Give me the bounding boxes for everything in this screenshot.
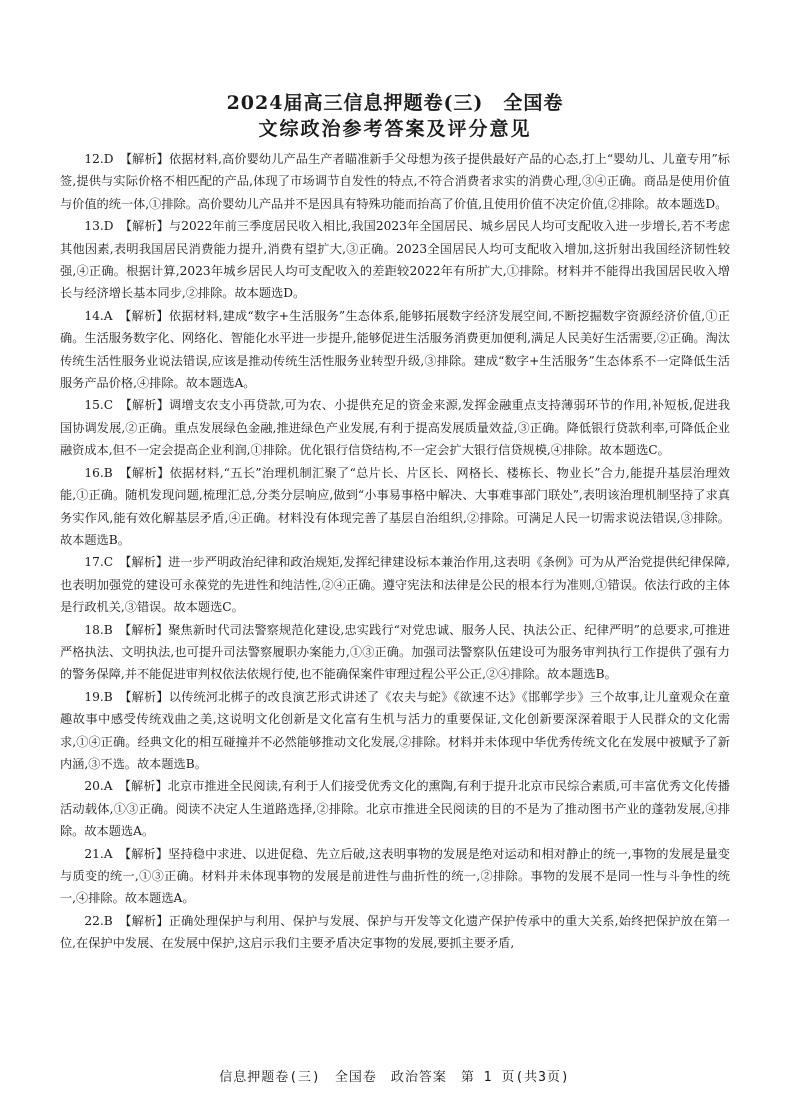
answer-head: 15.C 【解析】: [84, 398, 170, 413]
answer-item-21: [60, 843, 730, 910]
answer-item-12: [60, 148, 730, 215]
answer-item-19: [60, 686, 730, 776]
answer-head: 12.D 【解析】: [84, 152, 169, 166]
answer-text: 进一步严明政治纪律和政治规矩,发挥纪律建设标本兼治作用,这表明《条例》可为从严治党提供纪律保障,也表明加强党的建设可永葆党的先进性和纯洁性,②④正确。遵守宪法和法律是公民的根本行为准则,①错误。依法行政的主体是行政机关,③错误。故本题选C。: [60, 555, 731, 615]
answer-head: 13.D 【解析】: [84, 219, 169, 234]
answer-text: 依据材料,“五长”治理机制汇聚了“总片长、片区长、网格长、楼栋长、物业长”合力,能提升基层治理效能,①正确。随机发现问题,梳理汇总,分类分层响应,做到“小事易事格中解决、大事难事部门联处”,表明该治理机制坚持了求真务实作风,能有效化解基层矛盾,④正确。材料没有体现完善了基层自治组织,②排除。可满足人民一切需求说法错误,③排除。故本题选B。: [60, 465, 730, 547]
answer-text: 依据材料,建成“数字+生活服务”生态体系,能够拓展数字经济发展空间,不断挖掘数字资源经济价值,①正确。生活服务数字化、网络化、智能化水平进一步提升,能够促进生活服务消费更加便利,满足人民美好生活需要,②正确。淘汰传统生活性服务业说法错误,应该是推动传统生活性服务业转型升级,③排除。建成“数字+生活服务”生态体系不一定降低生活服务产品价格,④排除。故本题选A。: [60, 308, 730, 391]
answer-item-22: [60, 910, 730, 955]
answer-sheet-page: [60, 90, 730, 955]
answer-text: 依据材料,高价婴幼儿产品生产者瞄准新手父母想为孩子提供最好产品的心态,打上“婴幼儿、儿童专用”标签,提供与实际价格不相匹配的产品,体现了市场调节自发性的特点,不符合消费者求实的消费心理,③④正确。商品是使用价值与价值的统一体,①排除。高价婴幼儿产品并不是因具有特殊功能而抬高了价值,且使用价值不决定价值,②排除。故本题选D。: [60, 152, 730, 211]
answer-text: 坚持稳中求进、以进促稳、先立后破,这表明事物的发展是绝对运动和相对静止的统一,事物的发展是量变与质变的统一,①③正确。材料并未体现事物的发展是前进性与曲折性的统一,②排除。事物的发展不是同一性与斗争性的统一,④排除。故本题选A。: [60, 846, 730, 906]
answer-item-15: [60, 394, 730, 461]
answer-item-14: [60, 305, 730, 395]
page-title: 2024届高三信息押题卷(三) 全国卷: [226, 92, 564, 114]
answer-item-17: [60, 551, 730, 618]
answer-item-18: [60, 619, 730, 686]
answer-head: 17.C 【解析】: [84, 555, 169, 570]
answer-text: 与2022年前三季度居民收入相比,我国2023年全国居民、城乡居民人均可支配收入进一步增长,若不考虑其他因素,表明我国居民消费能力提升,消费有望扩大,③正确。2023全国居民人均可支配收入增加,这折射出我国经济韧性较强,④正确。根据计算,2023年城乡居民人均可支配收入的差距较2022年有所扩大,①排除。材料并不能得出我国居民收入增长与经济增长基本同步,②排除。故本题选D。: [60, 219, 731, 301]
answer-head: 19.B 【解析】: [84, 689, 169, 704]
answer-text: 以传统河北梆子的改良演艺形式讲述了《农夫与蛇》《欲速不达》《邯郸学步》三个故事,让儿童观众在童趣故事中感受传统戏曲之美,这说明文化创新是文化富有生机与活力的重要保证,文化创新要深深着眼于人民群众的文化需求,①④正确。经典文化的相互碰撞并不必然能够推动文化发展,②排除。材料并未体现中华优秀传统文化在发展中被赋予了新内涵,③不选。故本题选B。: [60, 689, 730, 771]
answer-head: 20.A 【解析】: [84, 779, 168, 794]
answer-head: 18.B 【解析】: [84, 622, 169, 637]
answer-text: 正确处理保护与利用、保护与发展、保护与开发等文化遗产保护传承中的重大关系,始终把保护放在第一位,在保护中发展、在发展中保护,这启示我们主要矛盾决定事物的发展,要抓主要矛盾,: [60, 913, 730, 951]
answer-item-16: [60, 462, 730, 552]
answer-item-20: [60, 775, 730, 842]
page-footer: 信息押题卷(三) 全国卷 政治答案 第 1 页(共3页): [219, 1070, 570, 1085]
answer-head: 21.A 【解析】: [84, 846, 169, 861]
answer-head: 22.B 【解析】: [84, 913, 169, 928]
answer-list: [60, 148, 730, 955]
answer-head: 16.B 【解析】: [84, 465, 170, 480]
answer-text: 调增支农支小再贷款,可为农、小提供充足的资金来源,发挥金融重点支持薄弱环节的作用,补短板,促进我国协调发展,②正确。重点发展绿色金融,推进绿色产业发展,有利于提高发展质量效益,③正确。降低银行贷款利率,可降低企业融资成本,但不一定会提高企业利润,①排除。优化银行信贷结构,不一定会扩大银行信贷规模,④排除。故本题选C。: [60, 398, 731, 458]
answer-text: 北京市推进全民阅读,有利于人们接受优秀文化的熏陶,有利于提升北京市民综合素质,可丰富优秀文化传播活动载体,①③正确。阅读不决定人生道路选择,②排除。北京市推进全民阅读的目的不是为了推动图书产业的蓬勃发展,④排除。故本题选A。: [60, 779, 730, 839]
answer-text: 聚焦新时代司法警察规范化建设,忠实践行“对党忠诚、服务人民、执法公正、纪律严明”的总要求,可推进严格执法、文明执法,也可提升司法警察履职办案能力,①③正确。加强司法警察队伍建设可为服务审判执行工作提供了强有力的警务保障,并不能促进审判权依法依规行使,也不能确保案件审理过程公平公正,②④排除。故本题选B。: [60, 622, 730, 682]
page-subtitle: 文综政治参考答案及评分意见: [258, 118, 532, 140]
answer-item-13: [60, 215, 730, 305]
answer-head: 14.A 【解析】: [84, 308, 169, 323]
